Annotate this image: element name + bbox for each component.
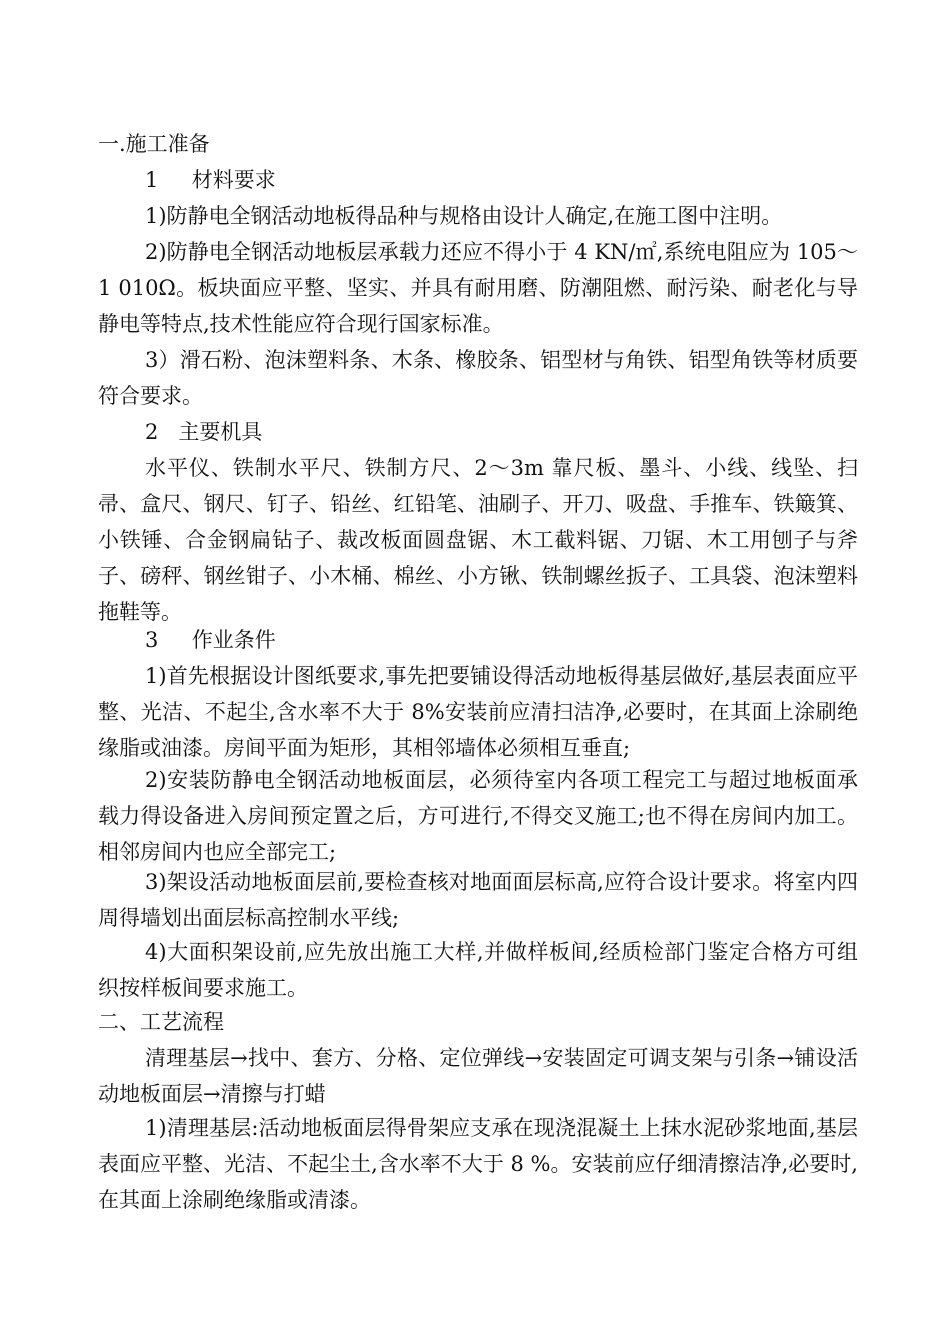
paragraph-material-2: 2)防静电全钢活动地板层承载力还应不得小于 4 KN/㎡,系统电阻应为 105～ 1 010Ω。板块面应平整、坚实、并具有耐用磨、防潮阻燃、耐污染、耐老化与导静电等特点,技术性能应符合现行国家标准。 [98, 240, 858, 336]
paragraph-tools-list: 水平仪、铁制水平尺、铁制方尺、2～3m 靠尺板、墨斗、小线、线坠、扫帚、盒尺、钢尺、钉子、铅丝、红铅笔、油刷子、开刀、吸盘、手推车、铁簸箕、小铁锤、合金钢扁钻子、裁改板面圆盘锯、木工截料锯、刀锯、木工用刨子与斧子、磅秤、钢丝钳子、小木桶、棉丝、小方锹、铁制螺丝扳子、工具袋、泡沫塑料拖鞋等。 [98, 456, 858, 624]
paragraph-material-3: 3）滑石粉、泡沫塑料条、木条、橡胶条、铝型材与角铁、铝型角铁等材质要符合要求。 [98, 348, 858, 408]
subheading-material-requirements: 1 材料要求 [145, 168, 276, 192]
subheading-main-tools: 2 主要机具 [145, 420, 263, 444]
paragraph-condition-1: 1)首先根据设计图纸要求,事先把要铺设得活动地板得基层做好,基层表面应平整、光洁、不起尘,含水率不大于 8%安装前应清扫洁净,必要时，在其面上涂刷绝缘脂或油漆。房间平面为矩形，其相邻墙体必须相互垂直; [98, 664, 858, 760]
paragraph-condition-2: 2)安装防静电全钢活动地板面层，必须待室内各项工程完工与超过地板面承载力得设备进入房间预定置之后，方可进行,不得交叉施工;也不得在房间内加工。相邻房间内也应全部完工; [98, 768, 858, 864]
subheading-work-conditions: 3 作业条件 [145, 628, 276, 652]
paragraph-process-steps: 清理基层→找中、套方、分格、定位弹线→安装固定可调支架与引条→铺设活动地板面层→清擦与打蜡 [98, 1046, 858, 1106]
paragraph-condition-3: 3)架设活动地板面层前,要检查核对地面面层标高,应符合设计要求。将室内四周得墙划出面层标高控制水平线; [98, 870, 858, 930]
paragraph-clean-base: 1)清理基层:活动地板面层得骨架应支承在现浇混凝土上抹水泥砂浆地面,基层表面应平整、光洁、不起尘土,含水率不大于 8 %。安装前应仔细清擦洁净,必要时,在其面上涂刷绝缘脂或清漆。 [98, 1116, 858, 1212]
section-heading-construction-preparation: 一.施工准备 [98, 132, 210, 156]
paragraph-material-1: 1)防静电全钢活动地板得品种与规格由设计人确定,在施工图中注明。 [145, 204, 783, 228]
paragraph-condition-4: 4)大面积架设前,应先放出施工大样,并做样板间,经质检部门鉴定合格方可组织按样板间要求施工。 [98, 940, 858, 1000]
section-heading-process-flow: 二、工艺流程 [98, 1010, 224, 1034]
